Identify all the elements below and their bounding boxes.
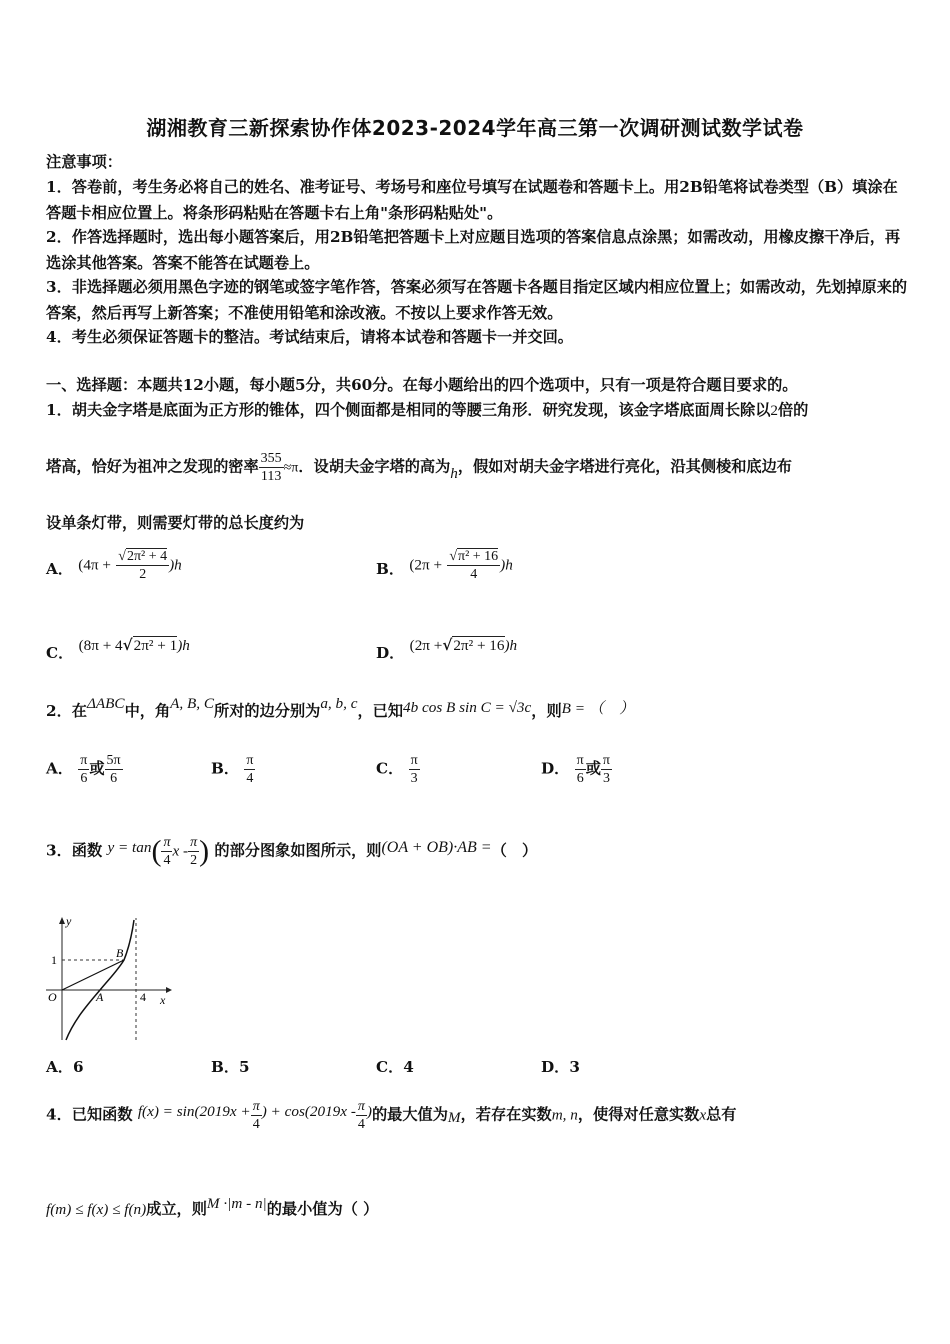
q3-graph — [40, 912, 175, 1047]
q4-stem-line-1: 4．已知函数 f(x) = sin(2019x + $\frac{\pi}{4}$ ) + cos(2019x - $\frac{\pi}{4}$ )的最大值为M，若存在实数m, n，使得对任意实数x总有 — [46, 1099, 737, 1132]
notice-item-4: 4．考生必须保证答题卡的整洁。考试结束后，请将本试卷和答题卡一并交回。 — [46, 328, 573, 346]
q1-line-2: 塔高，恰好为祖冲之发现的密率 $\frac{355}{113}$ ≈π．设胡夫金字塔的高为h，假如对胡夫金字塔进行亮化，沿其侧棱和底边布 — [46, 451, 792, 484]
q3-option-a[interactable]: A．6 — [46, 1058, 84, 1076]
section-heading: 一、选择题：本题共12小题，每小题5分，共60分。在每小题给出的四个选项中，只有一项是符合题目要求的。 — [46, 376, 798, 394]
page-title: 湖湘教育三新探索协作体2023-2024学年高三第一次调研测试数学试卷 — [146, 116, 804, 140]
q1-ratio-fraction: $\frac{355}{113}$ — [260, 451, 282, 484]
label-x: x — [160, 993, 166, 1007]
q1-option-b[interactable]: B． (2π + $\frac{\text{√π² + 16}}{4}$ )h — [376, 549, 513, 582]
segment-ob — [62, 960, 124, 990]
q4-stem-line-2: f(m) ≤ f(x) ≤ f(n)成立，则M ·|m - n|的最小值为（ ） — [46, 1195, 379, 1218]
label-4: 4 — [140, 990, 146, 1004]
label-a: A — [96, 990, 104, 1004]
q2-option-c[interactable]: C． $\frac{\pi}{3}$ — [376, 753, 418, 786]
tan-curve — [66, 920, 134, 1040]
q1-line-1: 1．胡夫金字塔是底面为正方形的锥体，四个侧面都是相同的等腰三角形．研究发现，该金字塔底面周长除以2倍的 — [46, 401, 809, 419]
q1-option-a[interactable]: A． (4π + $\frac{\text{√2π² + 4}}{2}$ )h — [46, 549, 182, 582]
x-axis-arrow — [166, 987, 172, 993]
y-axis-arrow — [59, 917, 65, 924]
label-1: 1 — [51, 953, 57, 967]
label-y: y — [66, 914, 72, 928]
q2-option-b[interactable]: B． $\frac{\pi}{4}$ — [211, 753, 254, 786]
q2-option-a[interactable]: A． $\frac{\pi}{6}$ 或 $\frac{5\pi}{6}$ — [46, 753, 121, 786]
notice-heading: 注意事项： — [46, 153, 122, 171]
label-b: B — [116, 946, 124, 960]
q2-option-d[interactable]: D． $\frac{\pi}{6}$ 或 $\frac{\pi}{3}$ — [541, 753, 610, 786]
notice-item-2: 2．作答选择题时，选出每小题答案后，用2B铅笔把答题卡上对应题目选项的答案信息点涂黑；如需改动，用橡皮擦干净后，再选涂其他答案。答案不能答在试题卷上。 — [46, 228, 901, 272]
q1-option-d[interactable]: D． (2π +√2π² + 16)h — [376, 636, 518, 662]
q2-stem: 2．在ΔABC中，角A, B, C所对的边分别为a, b, c，已知4b cos B sin C = √3c，则B = （ ） — [46, 695, 635, 720]
q3-option-c[interactable]: C．4 — [376, 1058, 414, 1076]
notice-item-1: 1．答卷前，考生务必将自己的姓名、准考证号、考场号和座位号填写在试题卷和答题卡上。用2B铅笔将试卷类型（B）填涂在答题卡相应位置上。将条形码粘贴在答题卡右上角"条形码粘贴处"。 — [46, 178, 898, 222]
notice-item-3: 3．非选择题必须用黑色字迹的钢笔或签字笔作答，答案必须写在答题卡各题目指定区域内相应位置上；如需改动，先划掉原来的答案，然后再写上新答案；不准使用铅笔和涂改液。不按以上要求作答无效。 — [46, 278, 908, 322]
q1-option-c[interactable]: C． (8π + 4√2π² + 1)h — [46, 636, 190, 662]
label-o: O — [48, 990, 57, 1004]
q3-option-d[interactable]: D．3 — [541, 1058, 580, 1076]
q3-stem: 3．函数 y = tan( $\frac{\pi}{4}$ x - $\frac{\pi}{2}$ ) 的部分图象如图所示，则(OA + OB)·AB =（ ） — [46, 834, 538, 868]
q1-line-3: 设单条灯带，则需要灯带的总长度约为 — [46, 514, 305, 532]
q3-option-b[interactable]: B．5 — [211, 1058, 250, 1076]
